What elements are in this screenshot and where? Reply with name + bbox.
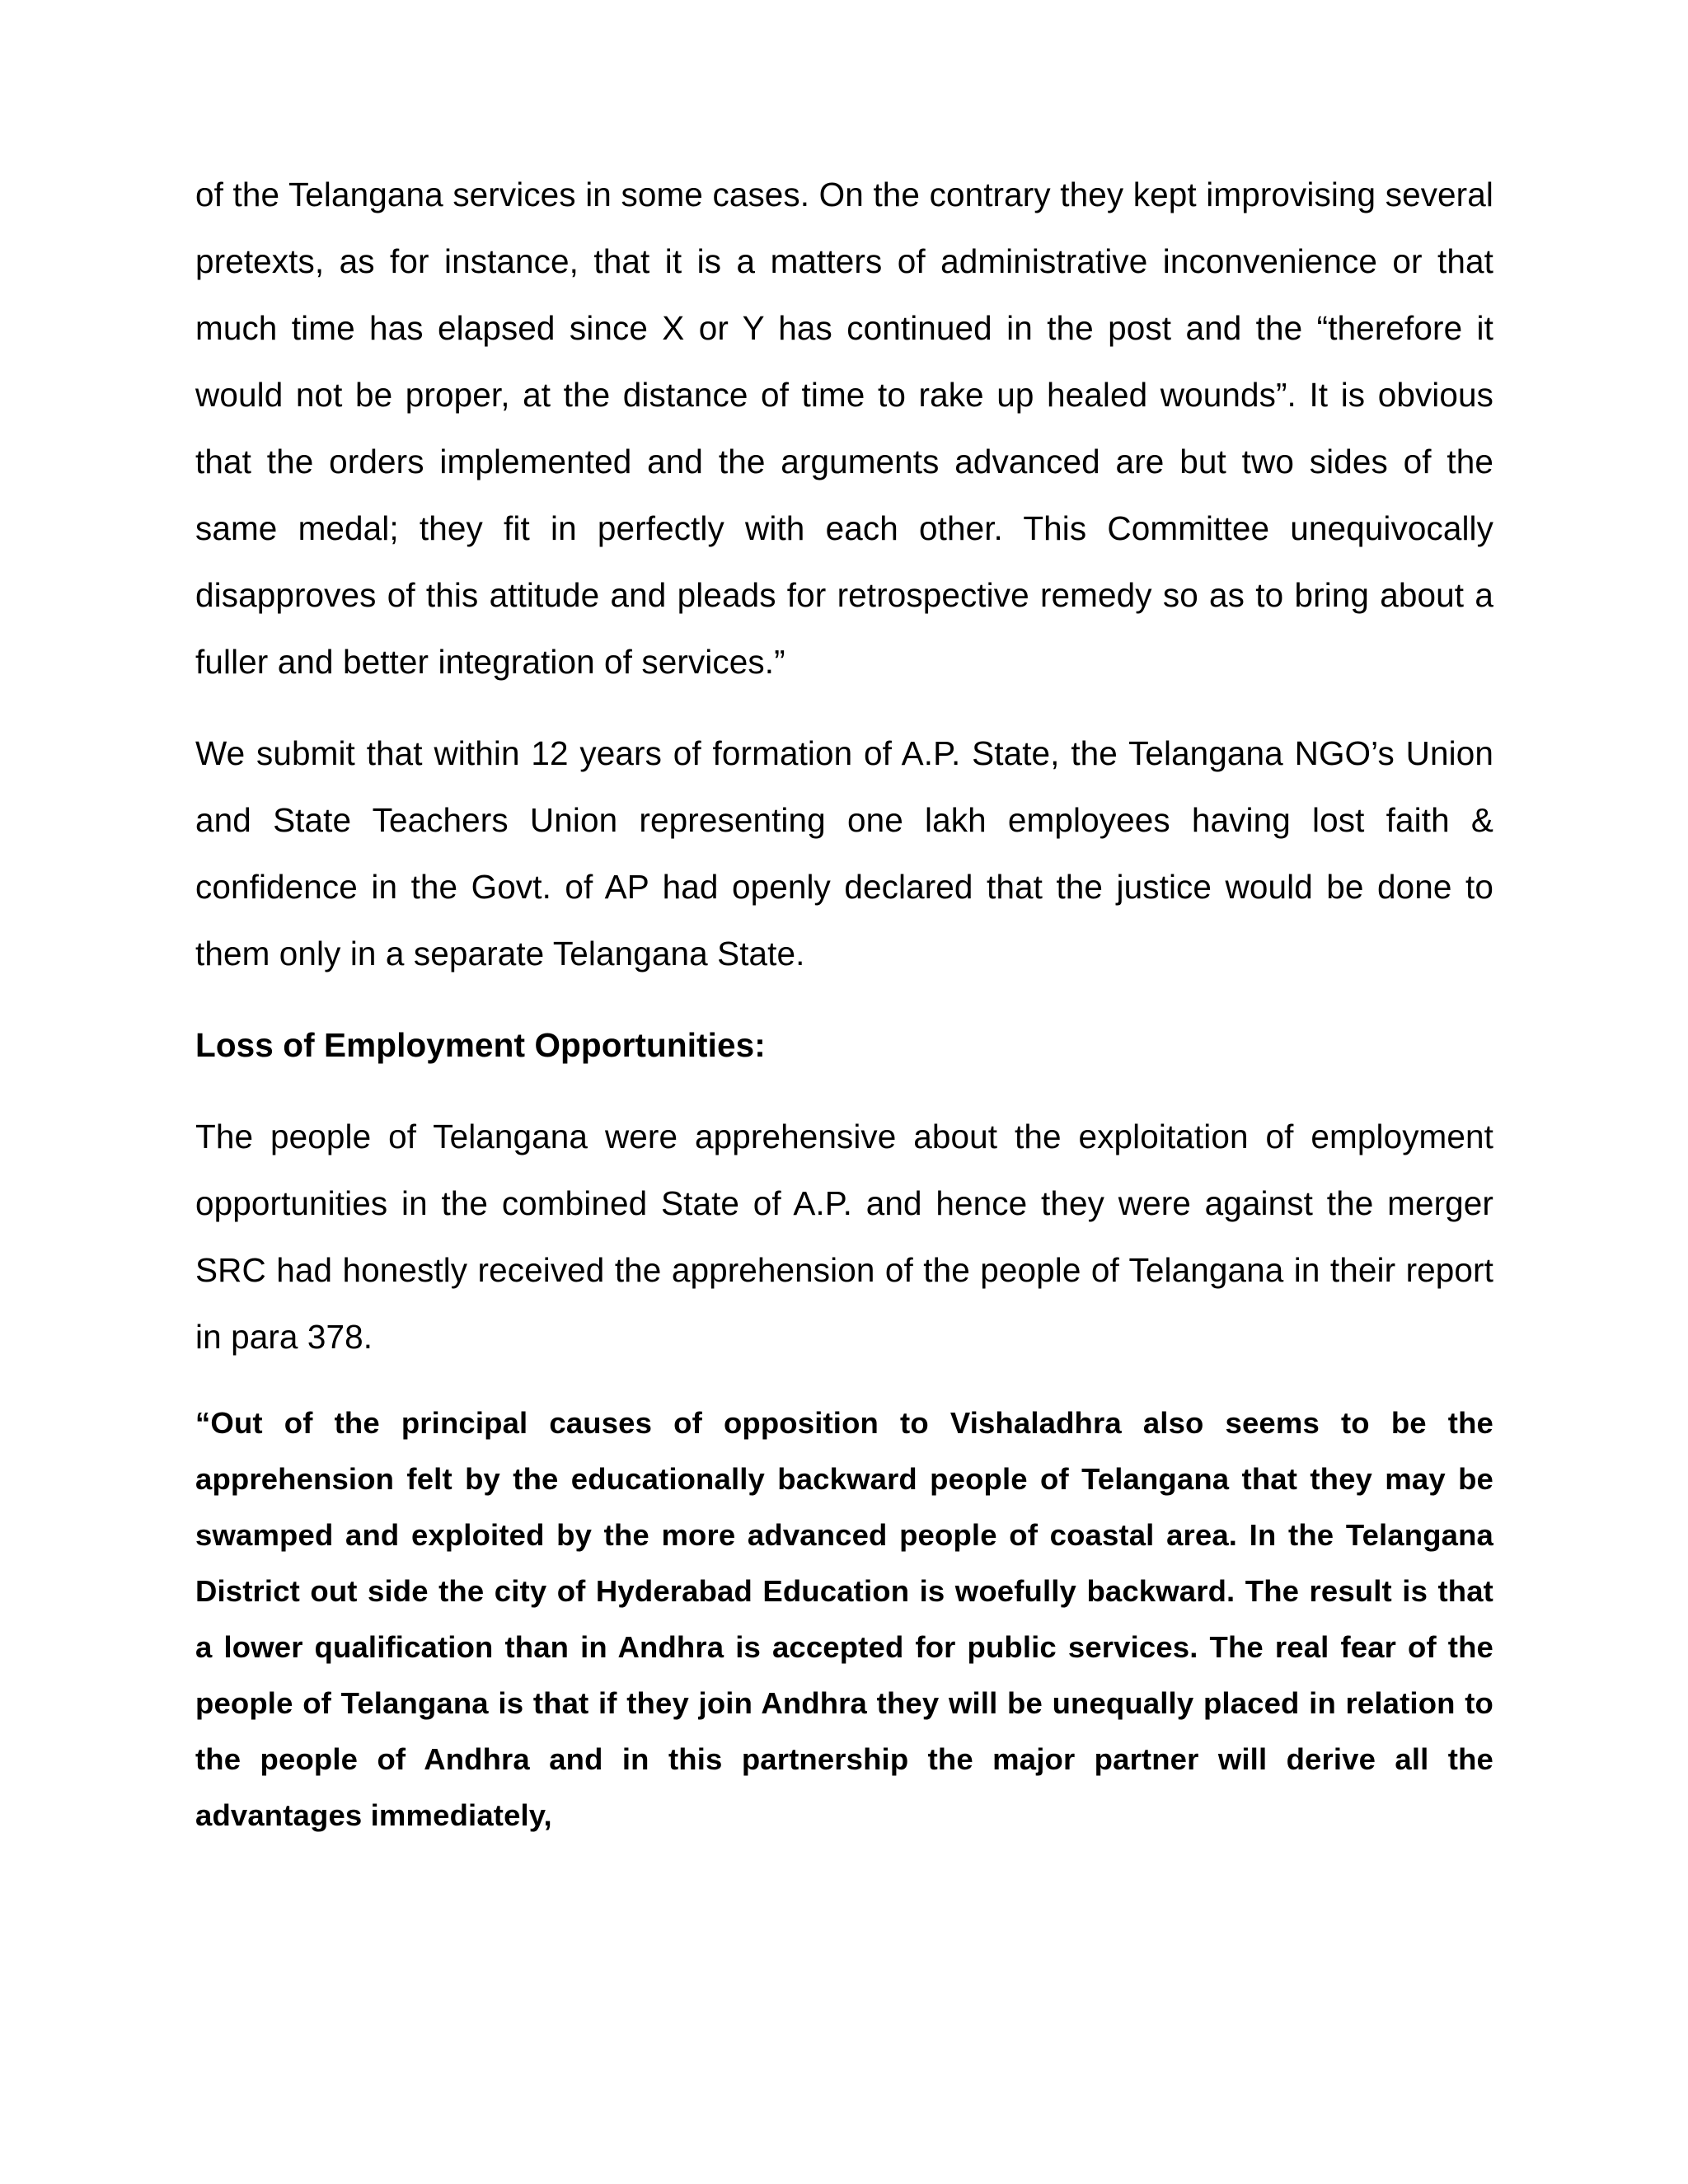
section-heading-loss-of-employment-opportunities: Loss of Employment Opportunities: [195, 1026, 766, 1064]
paragraph-we-submit: We submit that within 12 years of formation of A.P. State, the Telangana NGO’s Union and State Teachers Union representing one lakh employees having lost faith & confidence in the Govt. of AP had openly declared that the justice would be done to them only in a separate Telangana State. [195, 734, 1493, 972]
paragraph-continued-quote: of the Telangana services in some cases. On the contrary they kept improvising several pretexts, as for instance, that it is a matters of administrative inconvenience or that much time has elapsed since X or Y has continued in the post and the “therefore it would not be proper, at the distance of time to rake up healed wounds”. It is obvious that the orders implemented and the arguments advanced are but two sides of the same medal; they fit in perfectly with each other. This Committee unequivocally disapproves of this attitude and pleads for retrospective remedy so as to bring about a fuller and better integration of services.” [195, 176, 1493, 681]
blockquote-src-para-378: “Out of the principal causes of opposition to Vishaladhra also seems to be the apprehension felt by the educationally backward people of Telangana that they may be swamped and exploited by the more advanced people of coastal area. In the Telangana District out side the city of Hyderabad Education is woefully backward. The result is that a lower qualification than in Andhra is accepted for public services. The real fear of the people of Telangana is that if they join Andhra they will be unequally placed in relation to the people of Andhra and in this partnership the major partner will derive all the advantages immediately, [195, 1406, 1493, 1832]
text-column [195, 162, 1493, 1844]
paragraph-people-of-telangana: The people of Telangana were apprehensive about the exploitation of employment opportunities in the combined State of A.P. and hence they were against the merger SRC had honestly received the apprehension of the people of Telangana in their report in para 378. [195, 1118, 1493, 1356]
